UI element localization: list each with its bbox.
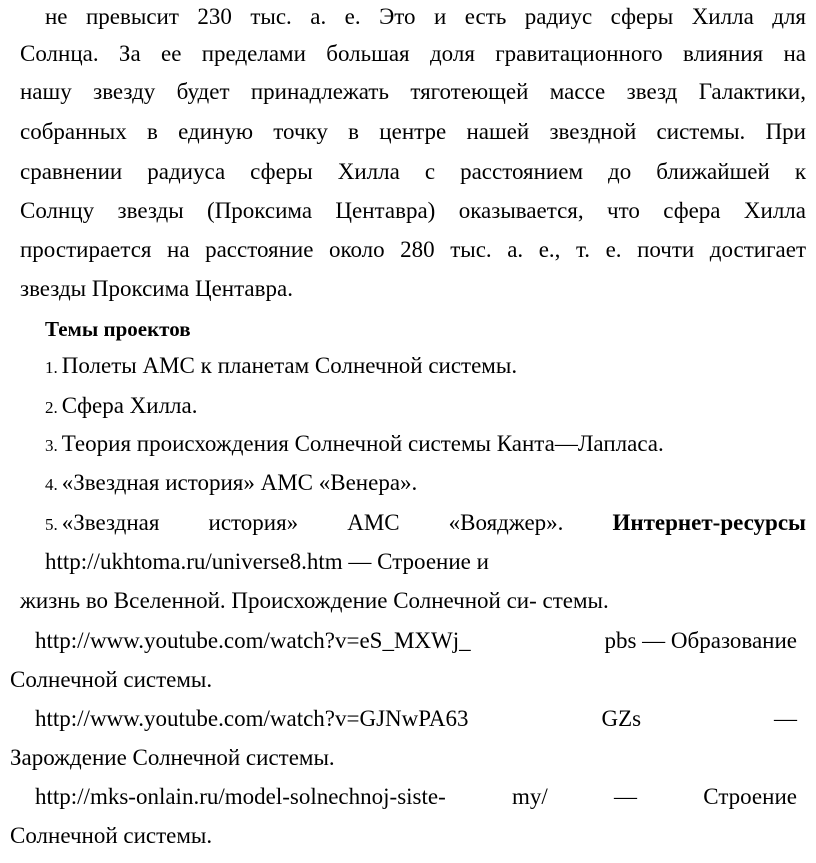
project-item-5 xyxy=(45,509,806,539)
resource-3-line-1 xyxy=(35,705,797,733)
resources-heading: Интернет-ресурсы xyxy=(612,510,806,535)
resource-4-line-1 xyxy=(35,783,797,811)
project-item-number: 5. xyxy=(45,515,58,534)
resource-4-url-tail[interactable]: my/ xyxy=(512,784,548,809)
project-item-number: 2. xyxy=(45,398,58,417)
resource-2-url[interactable]: http://www.youtube.com/watch?v=eS_MXWj_ xyxy=(35,628,471,653)
paragraph-line-8: звезды Проксима Центавра. xyxy=(20,276,293,301)
paragraph-line-1: не превысит 230 тыс. а. е. Это и есть радиус сферы Хилла для xyxy=(45,4,806,29)
project-item-1 xyxy=(45,352,517,382)
resource-3-line-2: Зарождение Солнечной системы. xyxy=(10,745,335,770)
paragraph-line-5: сравнении радиуса сферы Хилла с расстоянием до ближайшей к xyxy=(20,159,806,184)
project-item-2 xyxy=(45,392,198,422)
paragraph-line-4: собранных в единую точку в центре нашей звездной системы. При xyxy=(20,119,806,144)
project-item-text: Сфера Хилла. xyxy=(61,393,198,418)
resource-4-dash: — xyxy=(614,784,638,809)
resource-4-description: Строение xyxy=(703,784,797,809)
project-item-number: 1. xyxy=(45,358,58,377)
resource-2-description: pbs — Образование xyxy=(604,628,797,653)
project-item-3 xyxy=(45,430,664,460)
project-item-number: 3. xyxy=(45,436,58,455)
resource-3-url-tail[interactable]: GZs xyxy=(601,706,642,731)
resource-1-line-1: http://ukhtoma.ru/universe8.htm — Строение и xyxy=(45,549,489,574)
project-item-text: Теория происхождения Солнечной системы Канта—Лапласа. xyxy=(61,431,664,456)
paragraph-line-6: Солнцу звезды (Проксима Центавра) оказывается, что сфера Хилла xyxy=(20,198,806,223)
resource-2-line-1 xyxy=(35,627,797,655)
paragraph-line-7: простирается на расстояние около 280 тыс. а. е., т. е. почти достигает xyxy=(20,237,806,262)
resource-1-line-2: жизнь во Вселенной. Происхождение Солнечной си- стемы. xyxy=(20,588,609,613)
project-item-number: 4. xyxy=(45,475,58,494)
project-item-text: Полеты АМС к планетам Солнечной системы. xyxy=(61,353,518,378)
resource-3-url[interactable]: http://www.youtube.com/watch?v=GJNwPA63 xyxy=(35,706,469,731)
resource-4-url[interactable]: http://mks-onlain.ru/model-solnechnoj-siste- xyxy=(35,784,446,809)
resource-2-line-2: Солнечной системы. xyxy=(10,667,213,692)
paragraph-line-2: Солнца. За ее пределами большая доля гравитационного влияния на xyxy=(20,41,806,66)
paragraph-line-3: нашу звезду будет принадлежать тяготеющей массе звезд Галактики, xyxy=(20,79,806,104)
resource-4-line-2: Солнечной системы. xyxy=(10,823,213,848)
project-item-4 xyxy=(45,469,417,499)
projects-heading: Темы проектов xyxy=(45,317,191,341)
project-item-text: «Звездная история» АМС «Вояджер». xyxy=(61,510,564,535)
project-item-text: «Звездная история» АМС «Венера». xyxy=(61,470,418,495)
resource-3-dash: — xyxy=(773,706,797,731)
